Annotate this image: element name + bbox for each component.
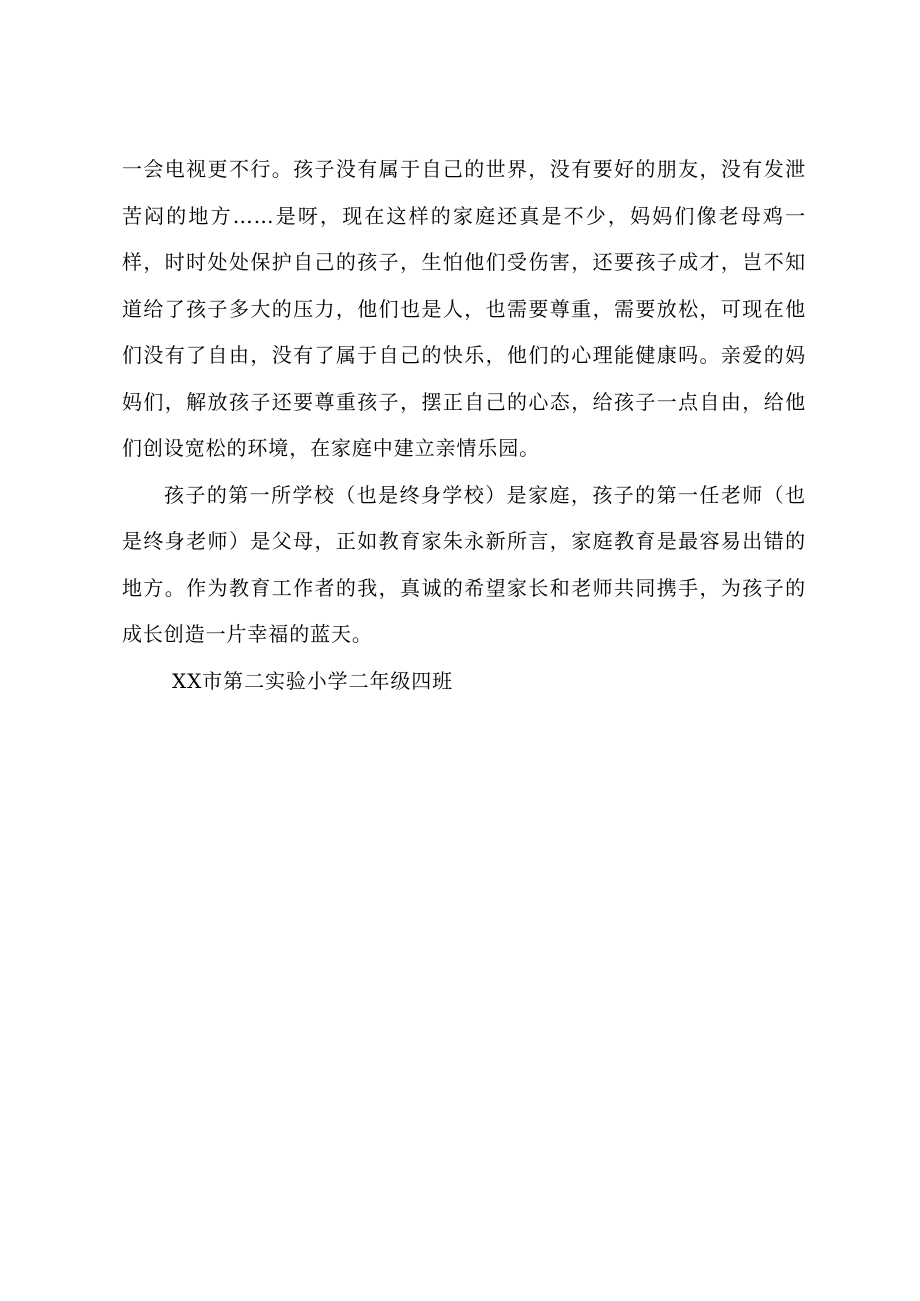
signature-line: XX市第二实验小学二年级四班 [172, 668, 454, 693]
paragraph-1: 一会电视更不行。孩子没有属于自己的世界，没有要好的朋友，没有发泄苦闷的地方……是呀，现在这样的家庭还真是不少，妈妈们像老母鸡一样，时时处处保护自己的孩子，生怕他们受伤害，还要孩子成才，岂不知道给了孩子多大的压力，他们也是人，也需要尊重，需要放松，可现在他们没有了自由，没有了属于自己的快乐，他们的心理能健康吗。亲爱的妈妈们，解放孩子还要尊重孩子，摆正自己的心态，给孩子一点自由，给他们创设宽松的环境，在家庭中建立亲情乐园。 [122, 157, 806, 460]
paragraph-2: 孩子的第一所学校（也是终身学校）是家庭，孩子的第一任老师（也是终身老师）是父母，正如教育家朱永新所言，家庭教育是最容易出错的地方。作为教育工作者的我，真诚的希望家长和老师共同携手，为孩子的成长创造一片幸福的蓝天。 [122, 482, 806, 646]
document-body [122, 146, 806, 704]
